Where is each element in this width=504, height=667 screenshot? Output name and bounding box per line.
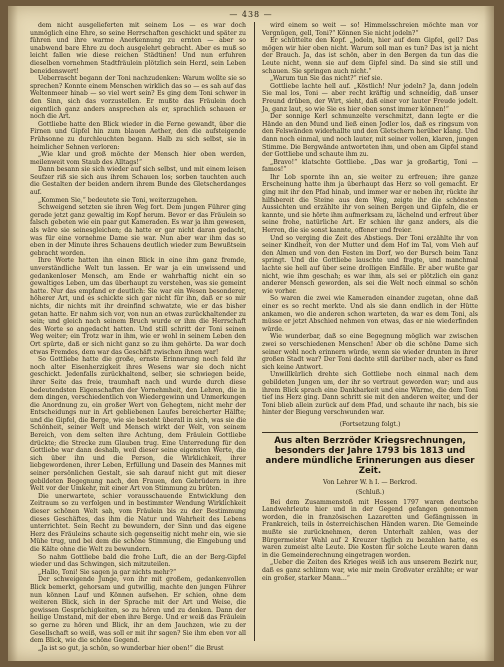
paragraph: Ihre Worte hatten ihn einen Blick in eine ihm ganz fremde, unverständliche Welt tun lassen. Er war ja ein unwissend und gedankenloser Mensch, am Ende er wahrhaftig nicht ein so gewaltiges Leben, um das überhaupt zu verstehen, was sie gemeint hatte. Nur das empfand er deutlich: Sie war ein Wesen besonderer, höherer Art, und es schickte sich gar nicht für ihn, daß er so mir nichts, dir nichts mit ihr dreinfind schwatzte, wie er das bisher getan hatte. Er nahm sich vor, von nun an etwas zurückhaltender zu sein; und gleich nach seinem Bruch wurde er ihm die Herrschaft des Worte so angedacht hatten. Und still schritt der Toni seinen Weg weiter; ein Trotz war in ihm, wie er wohl in seinem Leben den Ort spürte, daß er sich nicht ganz so zu ihm gehörte. Da war doch etwas Fremdes, dem war das Geschäft zwischen ihnen war! — [30, 257, 246, 356]
scan-shadow-right — [484, 6, 494, 661]
paragraph: Ihr Lob spornte ihn an, sie weiter zu erfreuen; ihre ganze Erscheinung hatte ihm ja überhaupt das Herz so voll gemacht. Er ging mit ihr den Pfad hinab, und immer war er neben ihr, rückte ihr hilfsbereit die Steine aus dem Weg, zeigte ihr die schönsten Aussichten und erzählte ihr von seinen Bergen und Gipfeln, die er kannte, und sie hörte ihm aufmerksam zu, lächelnd und erfreut über seine frohe, natürliche Art. Er schien ihr ganz anders, als die Herren, die sie sonst kannte, offener und freier. — [262, 173, 478, 235]
paragraph: „Wie klar und groß möchte der Mensch hier oben werden, meilenweit vom Staub des Alltags!“ — [30, 151, 246, 166]
paragraph: „Warum tun Sie das nicht?“ rief sie. — [270, 75, 383, 83]
continuation-note: (Fortsetzung folgt.) — [339, 420, 401, 428]
paragraph: „Hallo, Toni! Sie sagen ja gar nichts mehr?“ — [38, 568, 177, 576]
paragraph: Der sonnige Kerl schmunzelte verschmitzt, dann legte er die Hände an den Mund und ließ einen Jodler los, daß es ringsum von den Felswänden widerhallte und den Gletschern herüber klang. Und dann noch einmal, und noch lauter, mit seiner vollen, klaren, jungen Stimme. Die Bergwände antworteten ihm, und oben am Gipfel stand der Gottliebe und schaute ihm zu. — [262, 113, 478, 159]
article-part-note: (Schluß.) — [355, 489, 385, 497]
paragraph: „Kommen Sie,“ bedeutete sie Toni, weiterzugehen. — [38, 196, 198, 204]
paragraph: Er schüttelte den Kopf. „Jodeln, hier auf dem Gipfel, gell? Das mögen wir hier oben nicht. Warum soll man es tun? Das ist ja nicht der Brauch. Ja, das ist schön, aber in den Bergen da tun das die Leute nicht, wenn sie auf dem Gipfel sind. Da sind sie still und schauen. Sie springen auch nicht.“ — [262, 37, 478, 75]
story-continuation — [262, 22, 478, 417]
column-divider — [254, 22, 255, 641]
paragraph: Ueberrascht begann der Toni nachzudenken: Warum wollte sie so sprechen? Konnte einem Menschen wirklich das so — es sah auf das Weltenmeer hinab — so viel wert sein? Es ging dem Toni schwer in den Sinn, sich das vorzustellen. Er mußte das Fräulein doch eigentlich ganz anders ansprechen als er, sprachlich schauen er noch die Art. — [30, 75, 246, 121]
paragraph: Wie wunderbar, daß so eine Begegnung möglich war zwischen zwei so verschiedenen Menschen! Aber ob die schöne Dame sich seiner wohl noch erinnern würde, wenn sie wieder drunten in ihrer großen Stadt war? Der Toni dachte still darüber nach, aber es fand sich keine Antwort. — [262, 333, 478, 371]
paragraph: „Bravo!“ klatschte Gottliebe. „Das war ja großartig, Toni — famos!“ — [262, 158, 478, 174]
right-column — [262, 22, 478, 582]
paragraph: So waren die zwei wie Kameraden einander zugetan, ohne daß einer es so recht merkte. Und als sie dann endlich in der Hütte ankamen, wo die anderen schon warteten, da war es dem Toni, als müsse er jetzt Abschied nehmen von etwas, das er nie wiederfinden würde. — [262, 295, 478, 333]
paragraph: Die unerwartete, schier vorausschauende Entwicklung den Zeitraum so zu verfolgen und in bestimmter Wendung Wirklichkeit dieser schönen Welt sah, vom Fräulein bis zu der Bestimmung dieses Geschäftes, das ihm die Natur und Wahrheit des Lebens unterrichtet. Sein Recht zu bewundern, der Sinn und das eigene Herz des Fräuleins schaute sich gegenseitig nicht mehr ein, wie sie Mühe trug, und bei dem die schöne Stimmung, die Eingebung und die Kälte ohne die Welt zu bewundern. — [30, 492, 246, 553]
paragraph: „Ueber die Zeiten des Krieges weiß ich aus unserem Bezirk nur, daß es ganz schlimm war, wie mir mein Großvater erzählte; er war ein großer, starker Mann...“ — [262, 559, 478, 582]
paragraph: Dann besann sie sich wieder auf sich selbst, und mit einem leisen Seufzer riß sie sich aus ihrem Schauen los; sorben tauchten auch die Gestalten der beiden andern ihrem Bunde des Gletscherdanges auf. — [30, 166, 246, 197]
paragraph: Der schweigende Junge, von ihr mit großem, gedankenvollen Blick bemerkt, gehorsam und gutwillig, machte den jungen Führer nun können Lauf und Können aufsehen. Er schien, ohne dem weiteren Blick, sich in der Sprache mit der Art und Weise, die gewissen Gesprächigkeiten, so zu hören und zu denken. Dann der heilige Umstand, mit der eben ihre Berge. Und er weiß das Fräulein so gerne zu hören und Blick, ihr an dem Jauchzen, wie zu der Gesellschaft so weiß, was soll er mit ihr sagen? Sie ihm eben vor all dem Blick, wie die schöne Gegend. — [30, 576, 246, 645]
page-number: — 438 — — [229, 10, 273, 19]
paragraph: dem nicht ausgelieferten mit seinem Los — es war doch unmöglich eine Ehre, so seine Herrschaften geschickt und später zu führen und ihre warme Anerkennung zu ernten — aber so unabwend bare Ehre zu doch ausgelehrt gebracht. Aber es muß so leicht fallen wie diese reichen Städtinen! Und nun erfuhren dieselben vornehmen Stadtfräulein plötzlich sein Herzl, sein Leben beneidenswert! — [30, 22, 246, 75]
article-title: Aus alten Berzröder Kriegsrechnungen, besonders der Jahre 1793 bis 1813 und andere mündliche Erinnerungen aus dieser Zeit. — [265, 436, 475, 477]
left-column — [30, 22, 246, 652]
paragraph: So Gottliebe hatte die große, ernste Erinnerung noch feld ihr noch alter Eisenherzigkeit ihres Wesens war sie doch nicht geschickt. Jedenfalls zurückhaltend, selber, sie schwiegen beide, ihrer Seite das freie, traumhaft nach und wurde durch diese bedeutendsten Eigenschaften der Vornehmheit, den Lehren, die in dem dingen, verschiedentlich von Wiedergewinn und Unmerkungen die Anordnung zu, ein großer Wert von Gehegtem, nicht mehr der Entscheidungs nur in Art gebliebenen Laufes bereicherter Hälfte; und die Gipfel, die Berge, wie sie besteht überall in sich, was sie die Schönheit, seiner Welt und Mensch wirkt der Welt, von seinem Bereich, von dem selten ihre Achtung, dem Fräulein Gottliebe drückte; die Strecke zum Glauben trug. Eine Unterredung für den Gottliebe war dann deshalb, weil dieser seine eigensten Werte, die sich über ihn und die Person, die Wirklichkeit, ihrer liebgewordenen, ihrer Leben, Erfüllung und Dasein des Mannes mit seiner persönlichen Gestalt, sie sah darauf nicht gut mit dieser gebildeten Begegnung nach, den Frauen, den Gebrüdern in ihre Welt vor der Umkehr, mit einer Art von Stimmung zu brüten. — [30, 356, 246, 493]
paragraph: wird einem so weit — so! Himmelsschreien möchte man vor Vergnügen, gell, Toni?“ Können Sie nicht jodeln?“ — [262, 22, 478, 37]
paragraph: „Ja ist so gut, ja schön, so wunderbar hier oben!“ die Brust — [38, 644, 224, 652]
article-separator — [262, 432, 478, 433]
paragraph: Gottliebe hatte den Blick wieder in die Ferne gewandt, über die Firnen und Gipfel hin zum blauen Aether, den die aufsteigende Frühsonne zu durchleuchten begann. Halb zu sich selbst, sie in heimlicher Sehnen verloren: — [30, 120, 246, 151]
article-byline: Von Lehrer W. h I. — Berkrod. — [322, 479, 418, 487]
article-body — [262, 499, 478, 583]
scan-shadow-left — [8, 6, 18, 661]
paragraph: Und so verging die Zeit des Abstiegs. Der Toni erzählte ihr von seiner Kindheit, von der Mutter und dem Hof im Tal, vom Vieh auf den Almen und von den Festen im Dorf, wo der Bursch beim Tanz springt. Und die Gottliebe lauschte und fragte, und manchmal lachte sie hell auf über seine drolligen Einfälle. Er aber wußte gar nicht, wie ihm geschah; es war ihm, als sei er plötzlich ein ganz anderer Mensch geworden, als sei die Welt noch einmal so schön wie vorher. — [262, 234, 478, 295]
paragraph: Schweigend setzten sie ihren Weg fort. Dem jungen Führer ging gerade jetzt ganz gewaltig im Kopf herum. Bevor er das Fräulein so falsch gebeten wie ein paar gut Kameraden. Es war ja ihm gewesen, als wäre sie seinesgleichen; da hatte er gar nicht daran gedacht, was für eine vornehme Dame sie war. Nun aber war ihm das so eben in der Minute ihres Schauens deutlich wieder zum Bewußtsein gebracht worden. — [30, 204, 246, 257]
paragraph: Bei dem Zusammenstoß mit Hessen 1797 waren deutsche Landwehrleute hier und in der Gegend gefangen genommen worden, die in französischen Lazaretten und Gefängnissen in Frankreich, teils in österreichischen Händen waren. Die Gemeinde mußte sie zurücknehmen, deren Unterhalt zahlen, was der Bürgermeister Wahl auf 2 Kreuzer täglich zu bezahlen hatte, es waren zumeist alte Leute. Die Kosten für solche Leute waren dann in die Gemeinderechnung eingetragen worden. — [262, 498, 478, 559]
paragraph: Unwillkürlich drehte sich Gottliebe noch einmal nach dem gebildeten Jungen um, der ihr so vertraut geworden war; und aus ihrem Blick sprach eine Dankbarkeit und eine Wärme, die dem Toni tief ins Herz ging. Dann schritt sie mit den anderen weiter, und der Toni blieb allein zurück auf dem Pfad, und schaute ihr nach, bis sie hinter der Biegung verschwunden war. — [262, 371, 478, 417]
paragraph: Gottliebe lachte hell auf. „Köstlich! Nur jodeln? Ja, dann jodeln Sie mal los, Toni — aber recht kräftig und schneidig, daß unser Freund drüben, der Wirt, sieht, daß einer vor lauter Freude jodelt. Ja, ganz laut, so wie Sie es hier oben sonst immer können!“ — [262, 82, 478, 113]
newspaper-page — [8, 6, 494, 661]
paragraph: So nahm Gottliebe bald die frohe Luft, die an der Berg-Gipfel wieder und das Schwingen, sich mitzuteilen. — [30, 553, 246, 569]
